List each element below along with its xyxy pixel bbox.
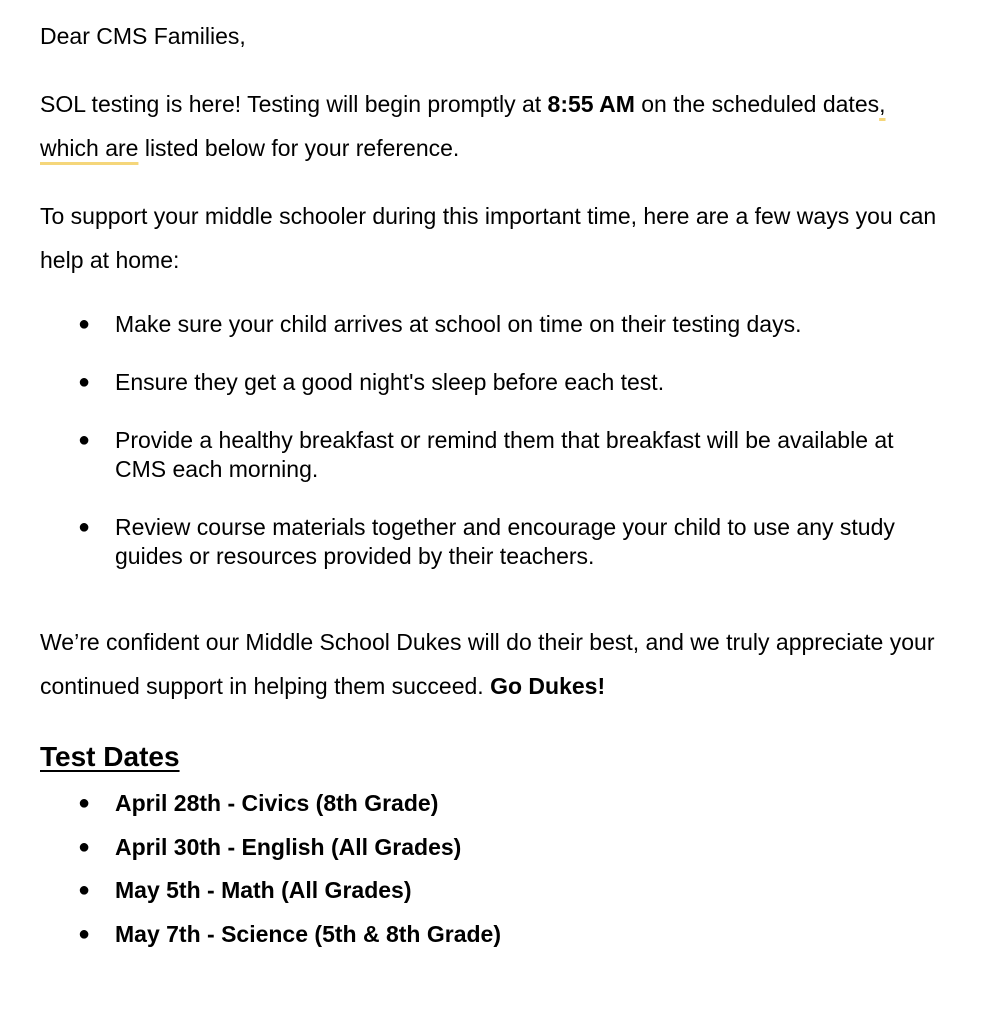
list-item	[40, 426, 945, 484]
test-date-text: April 28th - Civics (8th Grade)	[115, 790, 439, 816]
grammar-suggestion-underline[interactable]: , which are	[40, 91, 886, 161]
bullet-icon: ●	[78, 879, 91, 901]
tip-text: Review course materials together and encourage your child to use any study guides or resources provided by their teachers.	[115, 514, 895, 569]
bullet-icon: ●	[78, 313, 91, 335]
intro-text-2: on the scheduled dates	[634, 91, 880, 117]
bullet-icon: ●	[78, 792, 91, 814]
start-time: 8:55 AM	[547, 91, 635, 117]
bullet-icon: ●	[78, 371, 91, 393]
bullet-icon: ●	[78, 835, 91, 858]
list-item	[40, 913, 501, 957]
tip-text: Provide a healthy breakfast or remind them that breakfast will be available at CMS each morning.	[115, 427, 894, 482]
support-paragraph: To support your middle schooler during this important time, here are a few ways you can help at home:	[40, 203, 937, 273]
list-item	[40, 310, 945, 339]
greeting: Dear CMS Families,	[40, 23, 246, 49]
closing-emphasis: Go Dukes!	[490, 673, 606, 699]
test-dates-heading: Test Dates	[40, 741, 180, 772]
tip-text: Ensure they get a good night's sleep before each test.	[115, 369, 665, 395]
closing-paragraph	[40, 620, 940, 708]
test-dates-list	[40, 782, 501, 956]
list-item	[40, 869, 501, 913]
test-date-text: May 5th - Math (All Grades)	[115, 877, 412, 903]
intro-text-1: SOL testing is here! Testing will begin promptly at	[40, 91, 548, 117]
closing-text: We’re confident our Middle School Dukes will do their best, and we truly appreciate your continued support in helping them succeed.	[40, 629, 935, 699]
list-item	[40, 826, 501, 870]
bullet-icon: ●	[78, 516, 91, 538]
tip-text: Make sure your child arrives at school on time on their testing days.	[115, 311, 802, 337]
intro-text-3: listed below for your reference.	[138, 135, 460, 161]
intro-paragraph	[40, 82, 940, 170]
list-item	[40, 368, 945, 397]
test-date-text: May 7th - Science (5th & 8th Grade)	[115, 920, 501, 947]
test-date-text: April 30th - English (All Grades)	[115, 833, 462, 860]
list-item	[40, 782, 501, 826]
bullet-icon: ●	[78, 922, 91, 945]
bullet-icon: ●	[78, 429, 91, 451]
list-item	[40, 513, 945, 571]
tips-list	[40, 310, 945, 600]
